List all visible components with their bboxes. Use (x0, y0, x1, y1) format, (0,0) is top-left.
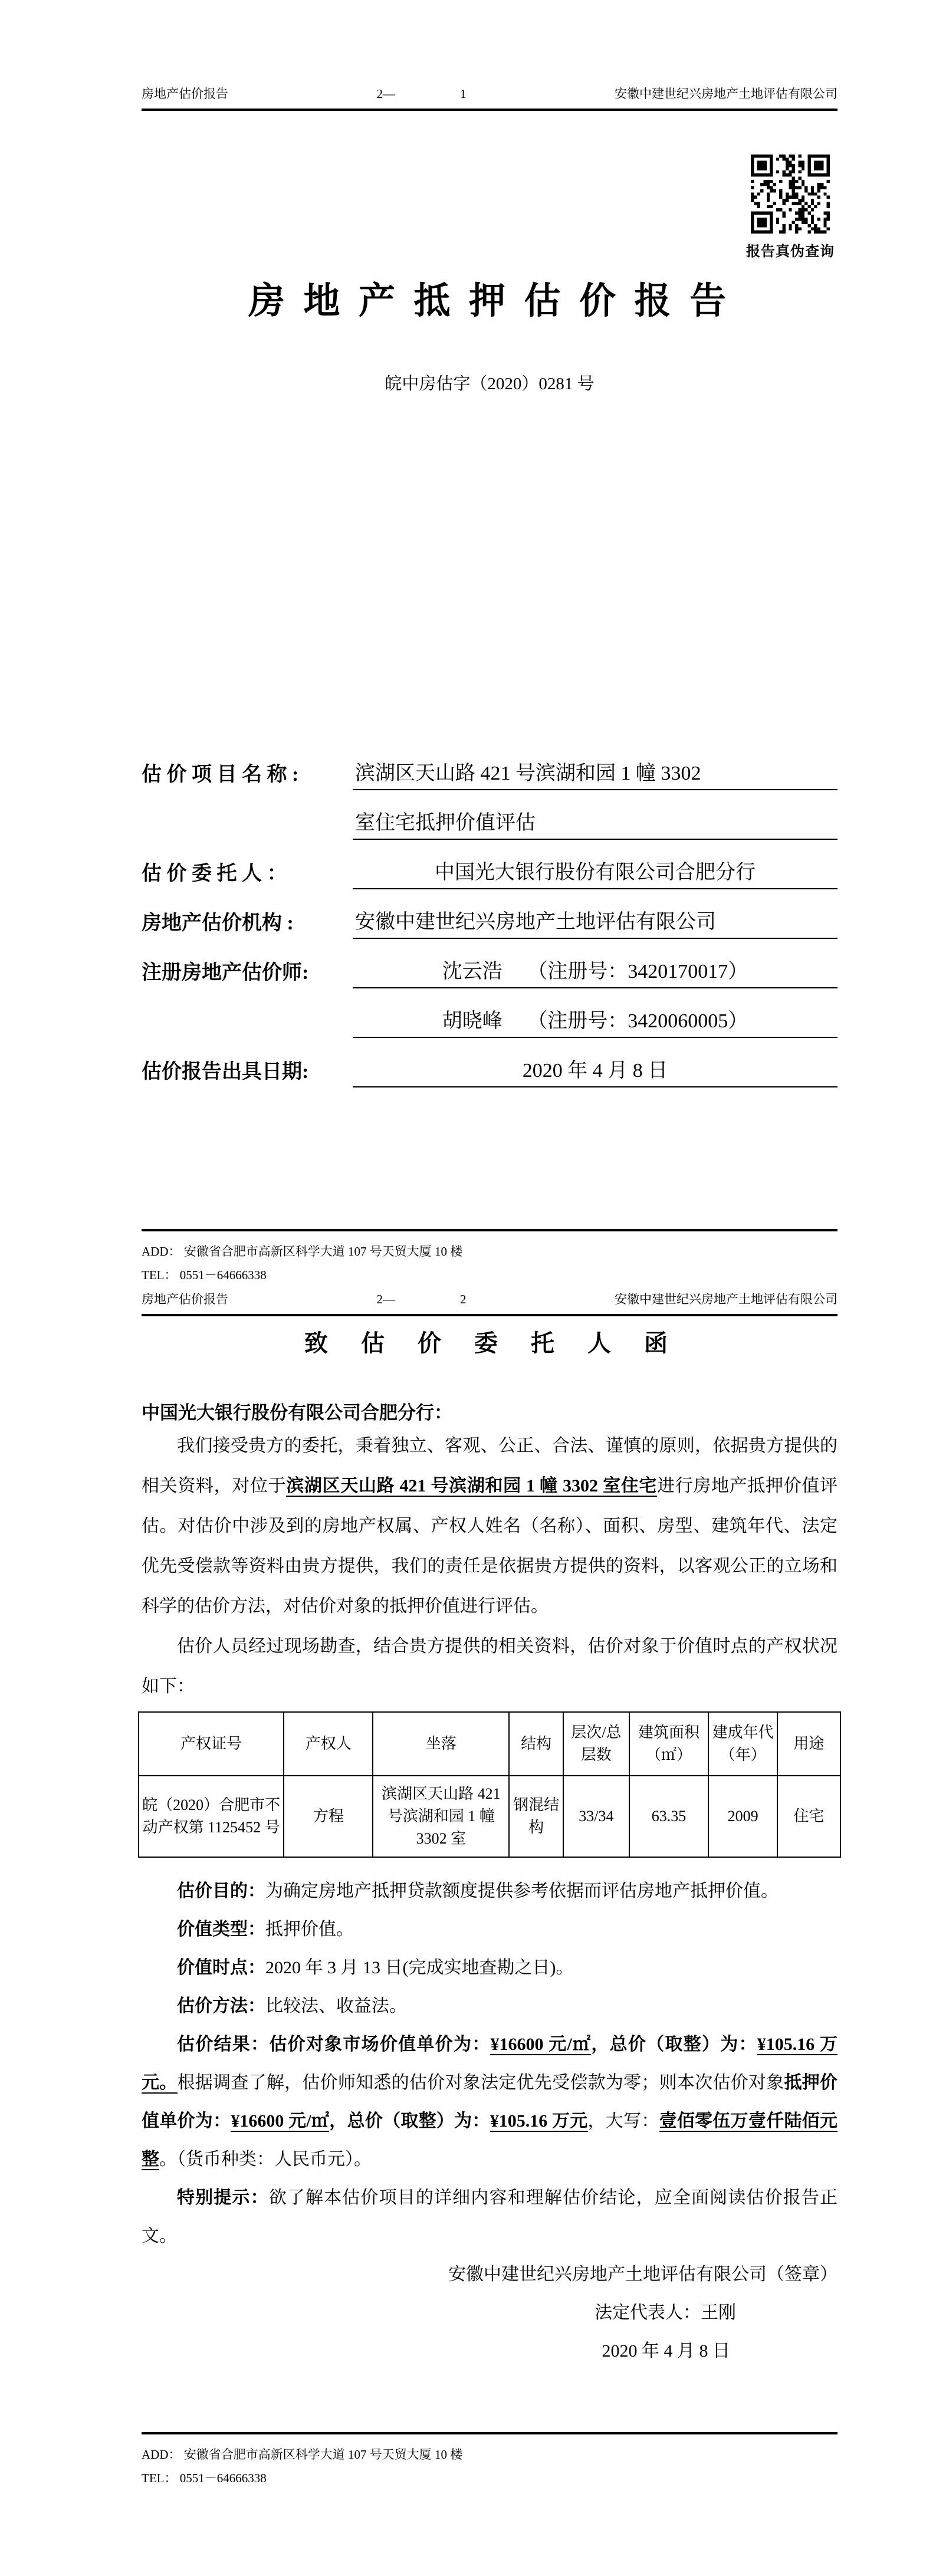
field-appraiser-1 (142, 939, 838, 988)
field-value: 胡晓峰 （注册号：3420060005） (353, 1004, 838, 1038)
field-project-name-line2 (142, 790, 838, 840)
cell-year: 2009 (708, 1776, 777, 1857)
table-header-row (139, 1712, 840, 1776)
ownership-table (138, 1711, 841, 1858)
col-use: 用途 (777, 1712, 840, 1776)
item-value-date: 价值时点：2020 年 3 月 13 日(完成实地查勘之日)。 (177, 1958, 574, 1977)
col-location: 坐落 (373, 1712, 509, 1776)
cell-cert-no: 皖（2020）合肥市不动产权第 1125452 号 (139, 1776, 284, 1857)
report-title: 房 地 产 抵 押 估 价 报 告 (248, 281, 731, 321)
paragraph-result: 估价结果：估价对象市场价值单价为：¥16600 元/㎡，总价（取整）为：¥105.16 万元。根据调查了解，估价师知悉的估价对象法定优先受偿款为零；则本次估价对象抵押价值单价为：¥16600 元/㎡，总价（取整）为：¥105.16 万元，大写：壹佰零伍万壹仟陆佰元整。（货币种类：人民币元）。 (142, 2035, 838, 2169)
field-agency (142, 889, 838, 939)
field-label: 估 价 项 目 名 称 : (142, 764, 299, 786)
field-value: 沈云浩 （注册号：3420170017） (353, 955, 838, 988)
letter-title: 致 估 价 委 托 人 函 (304, 1330, 675, 1356)
page2-running-header (142, 1292, 838, 1316)
appraisal-items (142, 1872, 838, 2025)
page1-running-footer (142, 1229, 838, 1287)
col-cert-no: 产权证号 (139, 1712, 284, 1776)
cell-area: 63.35 (629, 1776, 708, 1857)
cell-structure: 钢混结构 (509, 1776, 563, 1857)
col-owner: 产权人 (284, 1712, 373, 1776)
header-doc-type: 房地产估价报告 (142, 87, 228, 101)
field-value: 中国光大银行股份有限公司合肥分行 (353, 856, 838, 889)
field-project-name-line1 (142, 741, 838, 790)
footer-address: ADD： 安徽省合肥市高新区科学大道 107 号天贸大厦 10 楼 (142, 1244, 463, 1259)
item-value-type: 价值类型：抵押价值。 (177, 1920, 354, 1939)
field-label: 房地产估价机构 : (142, 912, 294, 934)
letter-body (142, 1426, 838, 2370)
header-doc-type: 房地产估价报告 (142, 1292, 228, 1306)
item-purpose: 估价目的：为确定房地产抵押贷款额度提供参考依据而评估房地产抵押价值。 (177, 1881, 779, 1901)
signature-date: 2020 年 4 月 8 日 (602, 2341, 730, 2361)
page2-page-number: 2— 2 (376, 1292, 467, 1306)
paragraph-special-notice: 特别提示：欲了解本估价项目的详细内容和理解估价结论，应全面阅读估价报告正文。 (142, 2188, 838, 2246)
paragraph-engagement: 我们接受贵方的委托，秉着独立、客观、公正、合法、谨慎的原则，依据贵方提供的相关资料，对位于滨湖区天山路 421 号滨湖和园 1 幢 3302 室住宅进行房地产抵押价值评估。对估价中涉及到的房地产权属、产权人姓名（名称）、面积、房型、建筑年代、法定优先受偿款等资料由贵方提供，我们的责任是依据贵方提供的资料，以客观公正的立场和科学的估价方法，对估价对象的抵押价值进行评估。 (142, 1436, 838, 1616)
field-label: 估 价 委 托 人 ： (142, 863, 287, 885)
header-company-name: 安徽中建世纪兴房地产土地评估有限公司 (615, 1292, 838, 1306)
qr-verification-block (745, 155, 835, 260)
signature-company: 安徽中建世纪兴房地产土地评估有限公司（签章） (448, 2265, 838, 2284)
footer-telephone: TEL： 0551－64666338 (142, 2471, 267, 2485)
cover-fields (142, 741, 838, 1087)
table-row (139, 1776, 840, 1857)
page1-page-number: 2— 1 (376, 87, 467, 101)
field-value: 安徽中建世纪兴房地产土地评估有限公司 (353, 905, 838, 939)
field-appraiser-2 (142, 988, 838, 1038)
report-number: 皖中房估字（2020）0281 号 (385, 374, 595, 393)
signature-legal-representative: 法定代表人：王刚 (595, 2303, 736, 2322)
subject-property-highlight: 滨湖区天山路 421 号滨湖和园 1 幢 3302 室住宅 (286, 1476, 658, 1496)
col-floor: 层次/总层数 (563, 1712, 629, 1776)
col-area: 建筑面积（㎡） (629, 1712, 708, 1776)
paragraph-inspection: 估价人员经过现场勘查，结合贵方提供的相关资料，估价对象于价值时点的产权状况如下： (142, 1637, 838, 1696)
col-year: 建成年代（年） (708, 1712, 777, 1776)
field-value: 室住宅抵押价值评估 (353, 806, 838, 840)
field-label-spacer (142, 1034, 353, 1038)
field-label-spacer (142, 836, 353, 840)
col-structure: 结构 (509, 1712, 563, 1776)
cell-use: 住宅 (777, 1776, 840, 1857)
page2-running-footer (142, 2432, 838, 2490)
field-label: 注册房地产估价师: (142, 962, 309, 984)
signature-block (142, 2255, 838, 2370)
qr-caption: 报告真伪查询 (746, 244, 835, 259)
field-issue-date (142, 1038, 838, 1087)
header-company-name: 安徽中建世纪兴房地产土地评估有限公司 (615, 87, 838, 101)
field-label: 估价报告出具日期: (142, 1061, 309, 1083)
cell-owner: 方程 (284, 1776, 373, 1857)
item-method: 估价方法：比较法、收益法。 (177, 1996, 407, 2016)
qr-code (751, 155, 830, 234)
footer-telephone: TEL： 0551－64666338 (142, 1268, 267, 1282)
field-client (142, 840, 838, 889)
field-value: 2020 年 4 月 8 日 (353, 1054, 838, 1087)
letter-addressee: 中国光大银行股份有限公司合肥分行： (142, 1402, 452, 1423)
cell-location: 滨湖区天山路 421 号滨湖和园 1 幢 3302 室 (373, 1776, 509, 1857)
cell-floor: 33/34 (563, 1776, 629, 1857)
page1-running-header (142, 86, 838, 111)
field-value: 滨湖区天山路 421 号滨湖和园 1 幢 3302 (353, 757, 838, 790)
footer-address: ADD： 安徽省合肥市高新区科学大道 107 号天贸大厦 10 楼 (142, 2447, 463, 2462)
